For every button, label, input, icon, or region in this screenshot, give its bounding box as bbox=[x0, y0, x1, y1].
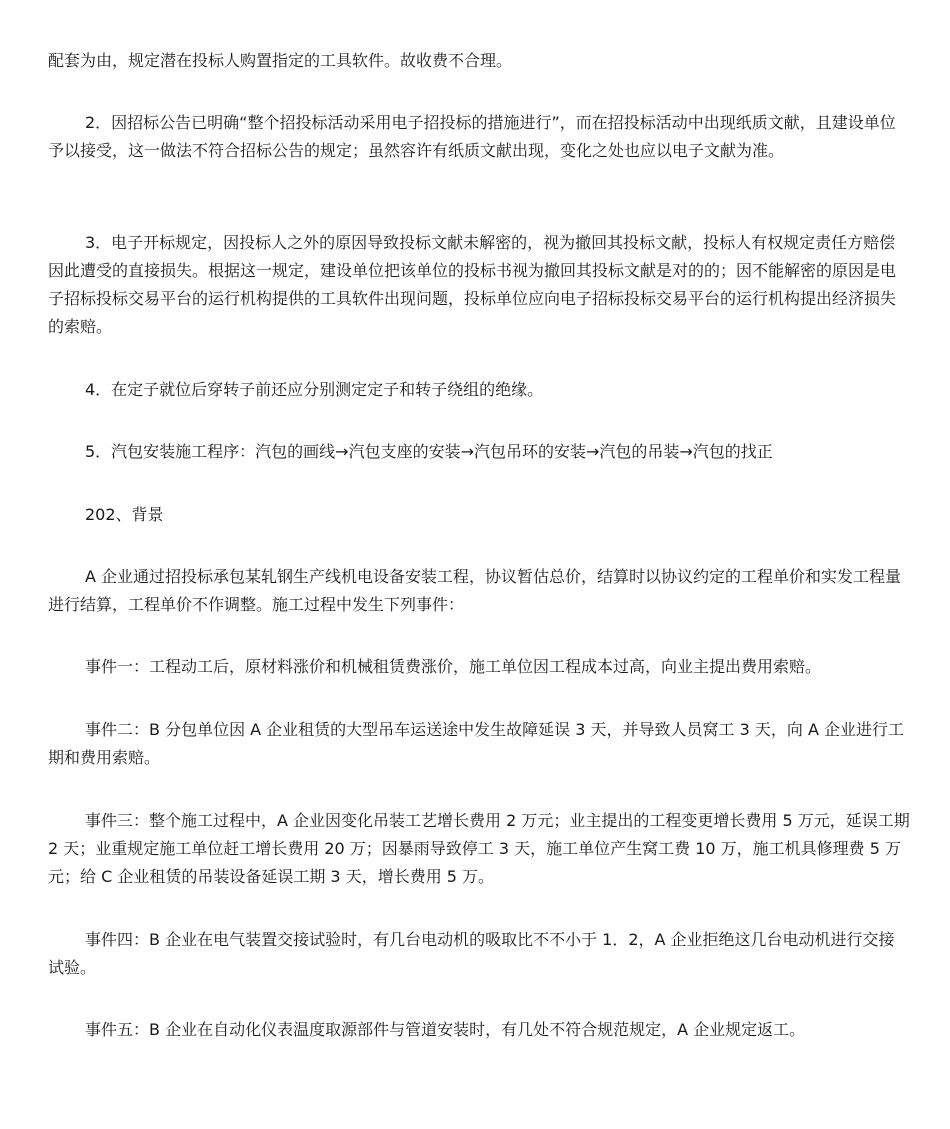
paragraph-answer-5: 5．汽包安装施工程序：汽包的画线→汽包支座的安装→汽包吊环的安装→汽包的吊装→汽包的找正 bbox=[85, 442, 773, 461]
paragraph-event-3: 事件三：整个施工过程中，A 企业因变化吊装工艺增长费用 2 万元；业主提出的工程变更增长费用 5 万元，延误工期 2 天；业重规定施工单位赶工增长费用 20 万；因暴雨导致停工 3 天，施工单位产生窝工费 10 万，施工机具修理费 5 万元；给 C 企业租赁的吊装设备延误工期 3 天，增长费用 5 万。 bbox=[48, 811, 910, 886]
paragraph-answer-3: 3．电子开标规定，因投标人之外的原因导致投标文献未解密的，视为撤回其投标文献，投标人有权规定责任方赔偿因此遭受的直接损失。根据这一规定，建设单位把该单位的投标书视为撤回其投标文献是对的的；因不能解密的原因是电子招标投标交易平台的运行机构提供的工具软件出现问题，投标单位应向电子招标投标交易平台的运行机构提出经济损失的索赔。 bbox=[48, 233, 897, 336]
paragraph-answer-2: 2．因招标公告已明确“整个招投标活动采用电子招投标的措施进行”，而在招投标活动中出现纸质文献，且建设单位予以接受，这一做法不符合招标公告的规定；虽然容许有纸质文献出现，变化之处也应以电子文献为准。 bbox=[48, 113, 896, 160]
paragraph-event-1: 事件一：工程动工后，原材料涨价和机械租赁费涨价，施工单位因工程成本过高，向业主提出费用索赔。 bbox=[85, 657, 822, 676]
paragraph-event-2: 事件二：B 分包单位因 A 企业租赁的大型吊车运送途中发生故障延误 3 天，并导致人员窝工 3 天，向 A 企业进行工期和费用索赔。 bbox=[48, 720, 905, 767]
paragraph-event-4: 事件四：B 企业在电气装置交接试验时，有几台电动机的吸取比不不小于 1．2，A 企业拒绝这几台电动机进行交接试验。 bbox=[48, 930, 895, 977]
paragraph-background: A 企业通过招投标承包某轧钢生产线机电设备安装工程，协议暂估总价，结算时以协议约定的工程单价和实发工程量进行结算，工程单价不作调整。施工过程中发生下列事件： bbox=[48, 567, 902, 614]
paragraph-intro-continuation: 配套为由，规定潜在投标人购置指定的工具软件。故收费不合理。 bbox=[48, 51, 513, 70]
section-heading-202: 202、背景 bbox=[85, 505, 164, 524]
paragraph-answer-4: 4．在定子就位后穿转子前还应分别测定定子和转子绕组的绝缘。 bbox=[85, 380, 544, 399]
paragraph-event-5: 事件五：B 企业在自动化仪表温度取源部件与管道安装时，有几处不符合规范规定，A 企业规定返工。 bbox=[85, 1020, 806, 1039]
